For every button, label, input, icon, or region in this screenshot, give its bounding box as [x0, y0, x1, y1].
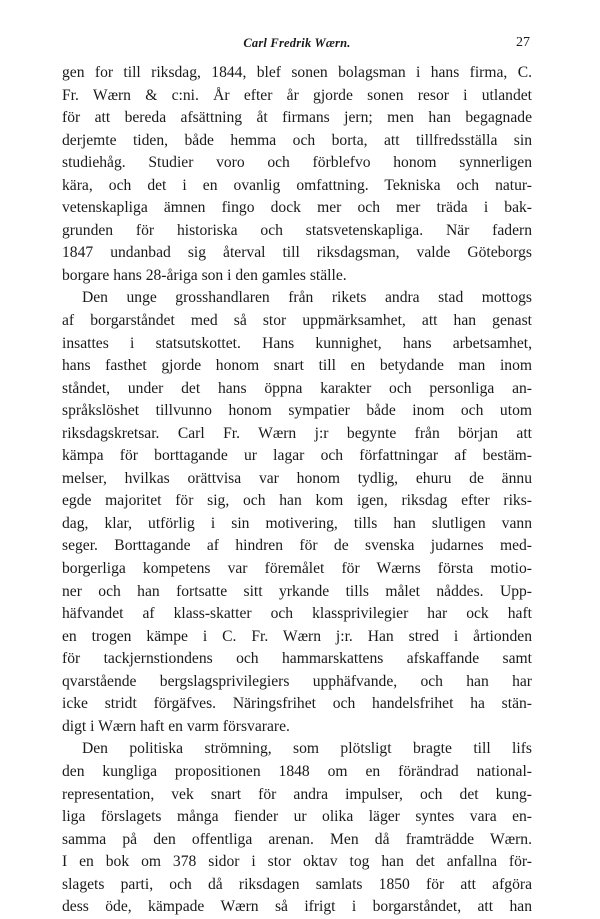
- text-line: häfvandet af klass-skatter och klassprivilegier har ock haft: [62, 605, 532, 623]
- text-line: studiehåg. Studier voro och förblefvo honom synnerligen: [62, 154, 532, 172]
- text-line: Fr. Wærn & c:ni. År efter år gjorde sonen resor i utlandet: [62, 86, 532, 104]
- text-line: af borgarståndet med så stor uppmärksamhet, att han genast: [62, 312, 532, 330]
- text-line: en trogen kämpe i C. Fr. Wærn j:r. Han stred i årtionden: [62, 627, 532, 645]
- page-number: 27: [516, 35, 530, 50]
- text-line: ner och han fortsatte sitt yrkande tills målet nåddes. Upp-: [62, 582, 532, 600]
- text-line: språkslöshet tillvunno honom sympatier både inom och utom: [62, 402, 532, 420]
- paragraph-start-line: Den politiska strömning, som plötsligt bragte till lifs: [82, 740, 532, 758]
- paragraph-end-line: borgare hans 28-åriga son i den gamles ställe.: [62, 266, 347, 284]
- text-line: qvarstående bergslagsprivilegiers upphäfvande, och han har: [62, 672, 532, 690]
- text-line: den kungliga propositionen 1848 om en förändrad national-: [62, 762, 532, 780]
- text-line: dag, klar, utförlig i sin motivering, tills han slutligen vann: [62, 514, 532, 532]
- paragraph-start-line: Den unge grosshandlaren från rikets andra stad mottogs: [82, 289, 532, 307]
- running-title: Carl Fredrik Wærn.: [243, 36, 351, 50]
- paragraph-end-line: digt i Wærn haft en varm försvarare.: [62, 717, 290, 735]
- text-line: representation, vek snart för andra impulser, och det kung-: [62, 785, 532, 803]
- text-line: kämpa för borttagande ur lagar och författningar af bestäm-: [62, 447, 532, 465]
- text-line: grunden för historiska och statsvetenskapliga. När fadern: [62, 221, 532, 239]
- text-line: dess öde, kämpade Wærn så ifrigt i borgarståndet, att han: [62, 898, 532, 916]
- text-line: slagets parti, och då riksdagen samlats 1850 för att afgöra: [62, 875, 532, 893]
- text-line: gen for till riksdag, 1844, blef sonen bolagsman i hans firma, C.: [62, 64, 532, 81]
- text-line: melser, hvilkas orättvisa var honom tydlig, ehuru de ännu: [62, 469, 532, 487]
- text-line: egde majoritet för sig, och han kom igen, riksdag efter riks-: [62, 492, 532, 510]
- text-line: borgerliga kompetens var föremålet för Wærns första motio-: [62, 560, 532, 578]
- text-line: ståndet, under det hans öppna karakter och personliga an-: [62, 379, 532, 397]
- text-line: kära, och det i en ovanlig omfattning. Tekniska och natur-: [62, 176, 532, 194]
- text-line: riksdagskretsar. Carl Fr. Wærn j:r begynte från början att: [62, 424, 532, 442]
- text-line: derjemte tiden, både hemma och borta, att tillfredsställa sin: [62, 131, 532, 149]
- text-line: seger. Borttagande af hindren för de svenska judarnes med-: [62, 537, 532, 555]
- text-line: I en bok om 378 sidor i stor oktav tog han det anfallna för-: [62, 853, 532, 871]
- text-line: liga förslagets många fiender ur olika läger syntes vara en-: [62, 808, 532, 826]
- text-line: insattes i statsutskottet. Hans kunnighet, hans arbetsamhet,: [62, 334, 532, 352]
- text-line: samma på den offentliga arenan. Men då framträdde Wærn.: [62, 830, 532, 848]
- text-line: för tackjernstiondens och hammarskattens afskaffande samt: [62, 650, 532, 668]
- text-line: hans fasthet gjorde honom snart till en betydande man inom: [62, 357, 532, 375]
- text-line: 1847 undanbad sig återval till riksdagsman, valde Göteborgs: [62, 244, 532, 262]
- text-line: vetenskapliga ämnen fingo dock mer och mer träda i bak-: [62, 199, 532, 217]
- text-line: icke stridt förgäfves. Näringsfrihet och handelsfrihet ha stän-: [62, 695, 532, 713]
- body-text: [62, 62, 532, 919]
- text-line: för att bereda afsättning åt firmans jern; men han begagnade: [62, 109, 532, 127]
- running-header: [62, 36, 532, 56]
